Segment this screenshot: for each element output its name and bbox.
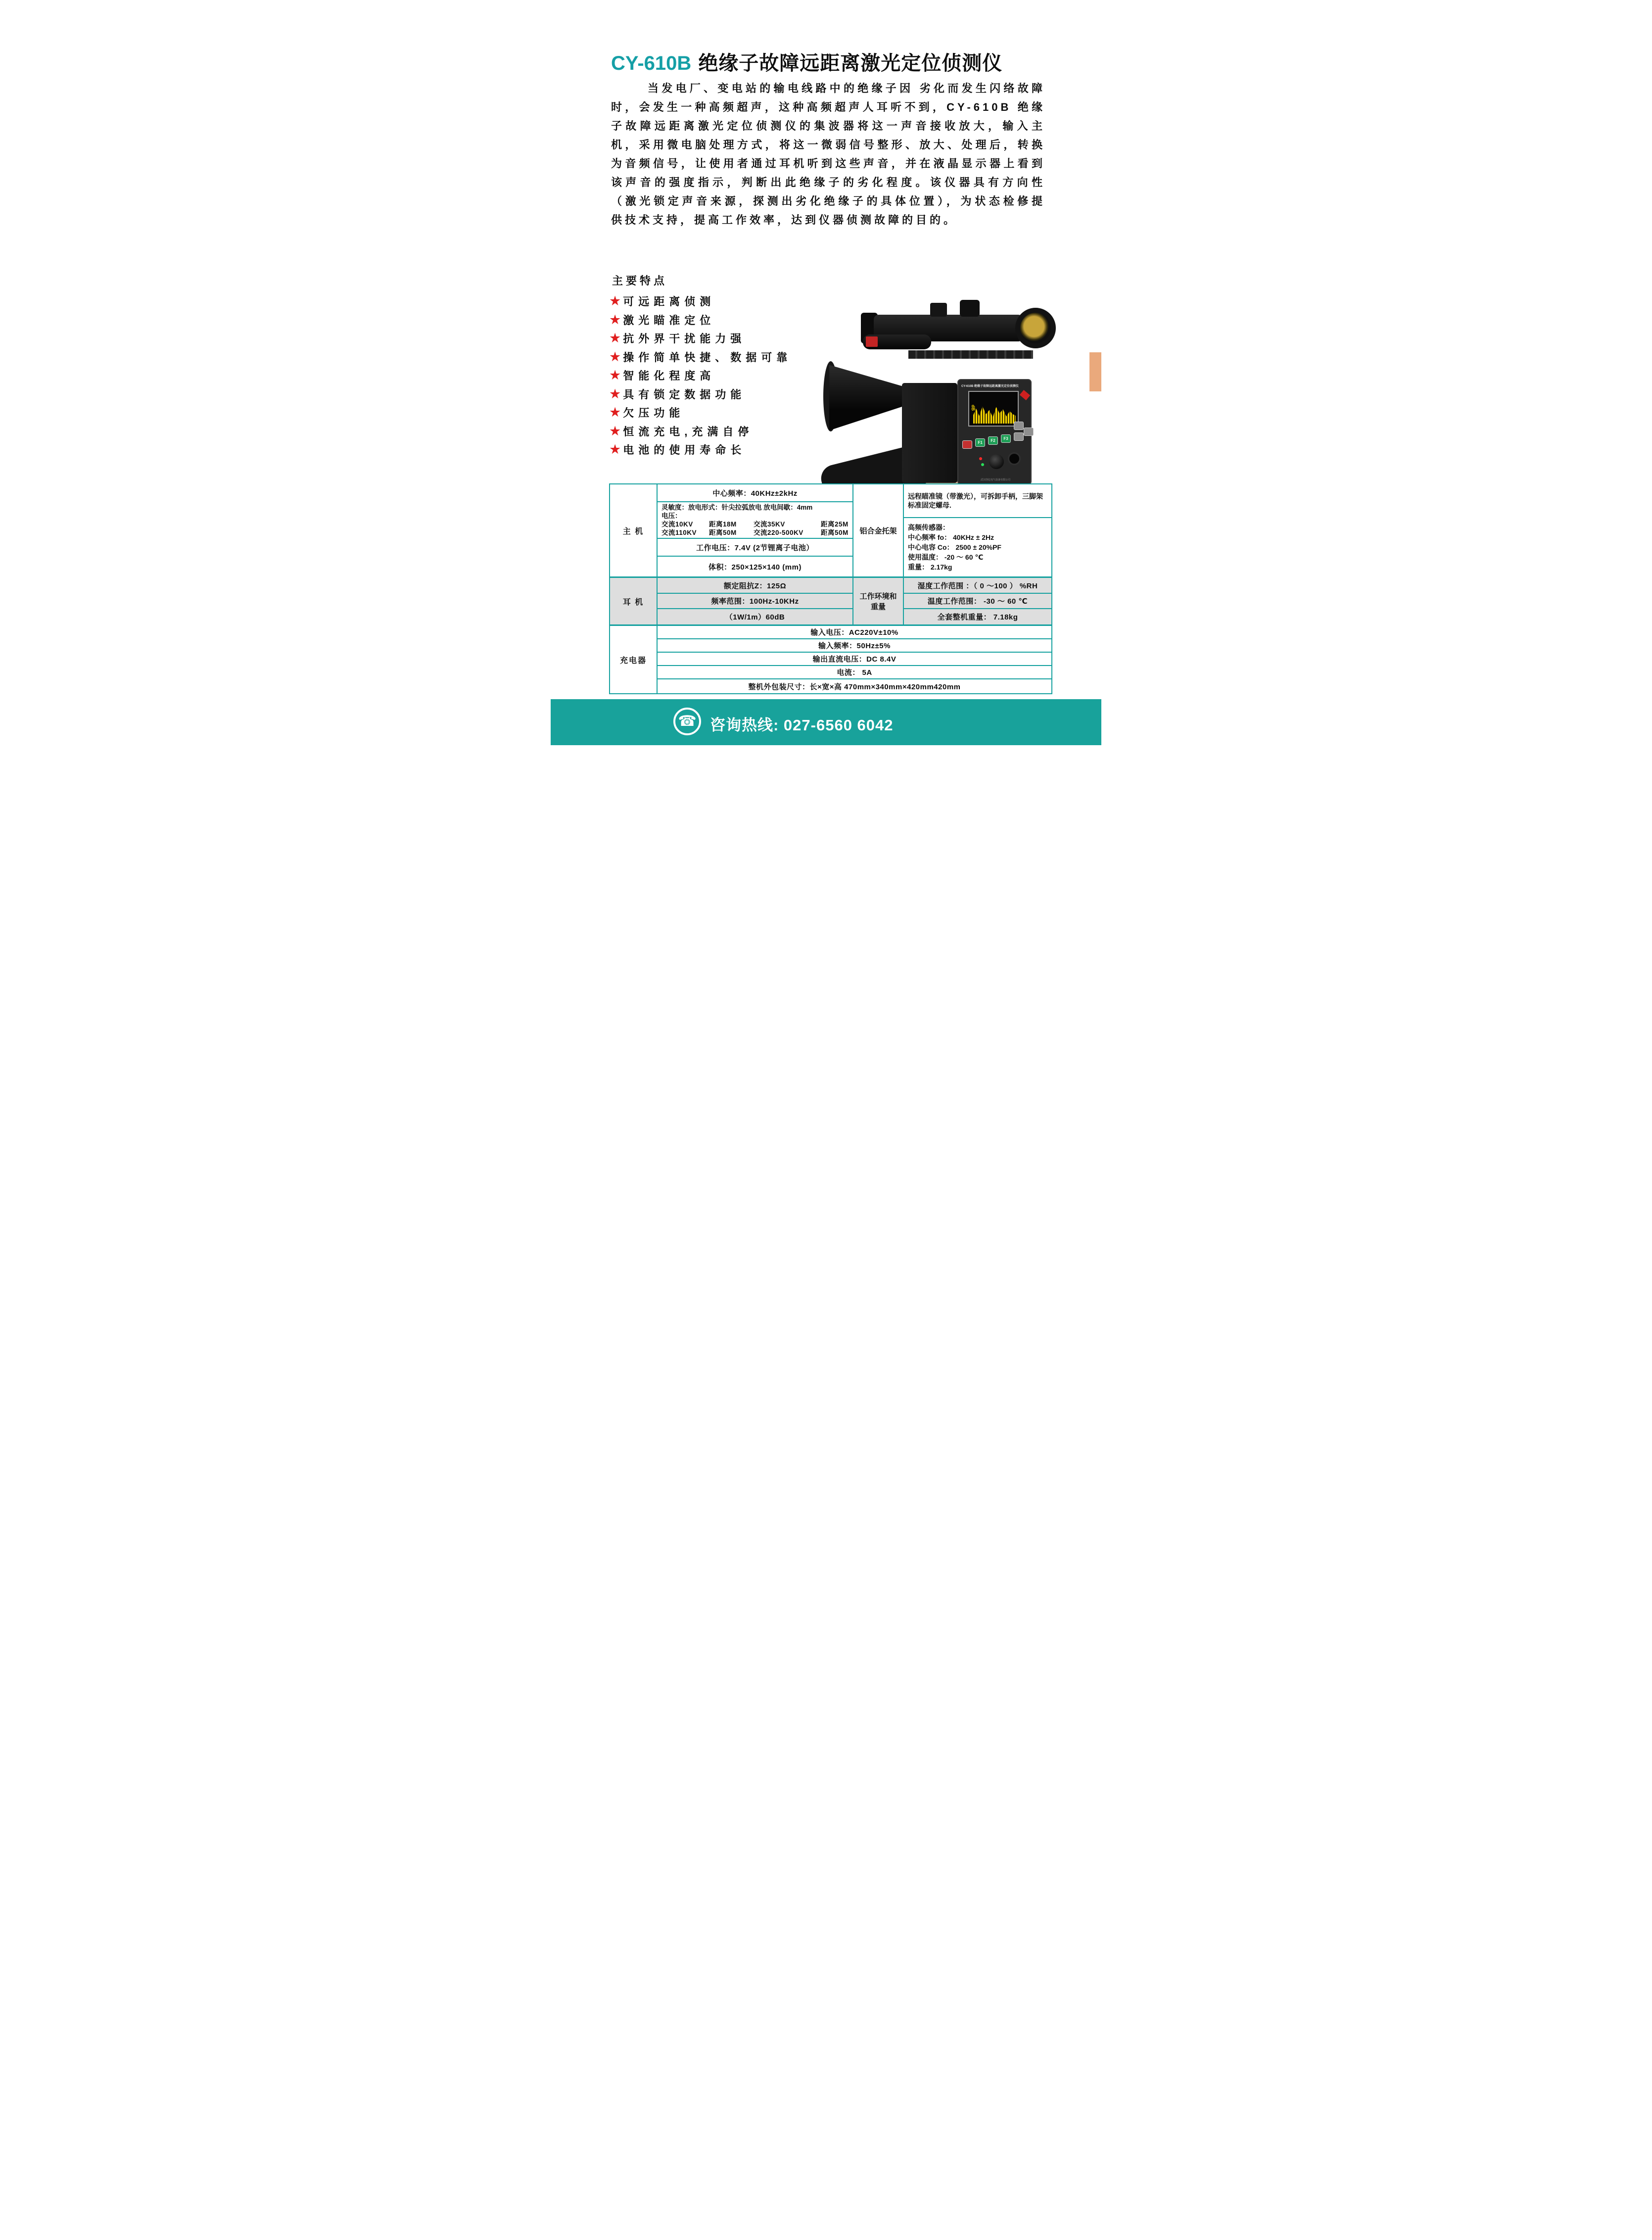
spec-band-charger [610,626,1051,693]
page-title [611,48,1002,76]
page-edge-tab [1089,352,1101,391]
product-title-text: 绝缘子故障远距离激光定位侦测仪 [698,52,1003,74]
spec-cell-sensitivity: 灵敏度：放电形式：针尖拉弧放电 放电间歇：4mm 电压： 交流10KV 距离18M 交流35KV 距离25M 交流110KV 距离50M 交流220-500KV 距离50M [658,502,852,539]
spec-cell-output-voltage: 输出直流电压：DC 8.4V [658,653,1051,666]
scope-rail [908,350,1033,359]
laser-warning-sticker [866,336,878,347]
scope-turret [960,300,980,317]
volume-knob [989,454,1004,469]
spec-cell-working-voltage: 工作电压：7.4V (2节锂离子电池） [658,539,852,557]
feature-item: ★ 具有锁定数据功能 [609,386,746,401]
star-icon: ★ [609,368,621,383]
spec-table [609,483,1052,694]
green-led [981,463,984,466]
f1-key: F1 [975,438,985,447]
features-heading: 主要特点 [612,275,668,287]
f3-key: F3 [1001,434,1011,443]
device-front-panel [957,379,1032,485]
feature-item: ★ 抗外界干扰能力强 [609,331,746,346]
device-label: CY-610B 绝缘子故障远距离激光定位侦测仪 [961,385,1019,388]
star-icon: ★ [609,312,621,327]
product-model: CY-610B [611,52,692,74]
screen-db-label: dB [971,405,976,411]
star-icon: ★ [609,405,621,420]
spec-cell-hf-sensor: 高频传感器： 中心频率 fo： 40KHz ± 2Hz 中心电容 Co： 2500 ± 20%PF 使用温度： -20 ～ 60 ℃ 重量： 2.17kg [908,524,1001,571]
feature-item: ★ 激光瞄准定位 [609,312,715,327]
hotline-text: 咨询热线: 027-6560 6042 [710,716,894,734]
product-photo [815,295,1063,485]
device-body-side [902,383,957,483]
page [551,0,1101,747]
footer [551,699,1101,745]
spec-cell-sight: 远程瞄准镜（带激光），可拆卸手柄，三脚架标准固定螺母. [904,484,1051,518]
spec-cell-humidity: 湿度工作范围 ：（ 0 ～100 ） %RH [904,578,1051,594]
headphone-jack [1008,452,1021,465]
spec-cell-impedance: 额定阻抗Z：125Ω [658,578,852,594]
spec-cell-total-weight: 全套整机重量： 7.18kg [937,613,1018,621]
scope-objective-lens [1015,308,1056,348]
spec-cell-package-size: 整机外包装尺寸：长×宽×高 470mm×340mm×420mm420mm [748,682,961,691]
star-icon: ★ [609,442,621,457]
phone-icon: ☎ [673,708,701,735]
spec-label-earphone: 耳 机 [610,578,658,624]
device-screen [968,391,1019,427]
device-company-label: 武汉创亿电气设备有限公司 [980,478,1010,481]
spec-cell-volume: 体积：250×125×140 (mm) [708,563,802,572]
red-led [979,457,982,460]
spec-label-bracket: 铝合金托架 [853,484,904,576]
scope-turret [930,303,947,317]
star-icon: ★ [609,349,621,364]
feature-item: ★ 智能化程度高 [609,368,715,383]
star-icon: ★ [609,331,621,346]
red-flag-icon [1020,390,1030,400]
arrow-key [1024,428,1034,436]
power-key [962,440,972,449]
spec-cell-current: 电流： 5A [658,666,1051,679]
feature-item: ★ 电池的使用寿命长 [609,442,746,457]
spec-label-main-unit: 主 机 [610,484,658,576]
star-icon: ★ [609,386,621,401]
spec-band-earphone [610,578,1051,626]
feature-item: ★ 欠压功能 [609,405,685,420]
star-icon: ★ [609,423,621,438]
arrow-key [1014,422,1024,430]
intro-paragraph: 当发电厂、变电站的输电线路中的绝缘子因 劣化而发生闪络故障时，会发生一种高频超声，这种高频超声人耳听不到，CY-610B 绝缘子故障远距离激光定位侦测仪的集波器将这一声音接收放大，输入主机，采用微电脑处理方式，将这一微弱信号整形、放大、处理后，转换为音频信号，让使用者通过耳机听到这些声音，并在液晶显示器上看到该声音的强度指示，判断出此绝缘子的劣化程度。该仪器具有方向性（激光锁定声音来源，探测出劣化绝缘子的具体位置），为状态检修提供技术支持，提高工作效率，达到仪器侦测故障的目的。 [611,82,1045,226]
spec-cell-freq-range: 频率范围：100Hz-10KHz [658,594,852,609]
feature-item: ★ 恒流充电,充满自停 [609,423,754,438]
spec-label-charger: 充电器 [610,626,658,693]
spec-cell-input-frequency: 输入频率：50Hz±5% [658,639,1051,653]
horn-collector [829,362,904,430]
spec-cell-center-frequency: 中心频率：40KHz±2kHz [658,484,852,502]
spec-band-main-unit [610,484,1051,578]
star-icon: ★ [609,293,621,309]
feature-item: ★ 操作简单快捷、数据可靠 [609,349,792,364]
spec-cell-temperature: 温度工作范围： -30 ～ 60 ℃ [904,594,1051,609]
spec-label-environment: 工作环境和 重量 [853,578,904,624]
spec-cell-input-voltage: 输入电压：AC220V±10% [658,626,1051,639]
f2-key: F2 [988,436,998,445]
spectrum-bars [973,405,1016,424]
features-list [609,292,792,459]
arrow-key [1014,432,1024,441]
feature-item: ★ 可远距离侦测 [609,293,715,309]
spec-cell-spl: （1W/1m）60dB [725,613,785,621]
